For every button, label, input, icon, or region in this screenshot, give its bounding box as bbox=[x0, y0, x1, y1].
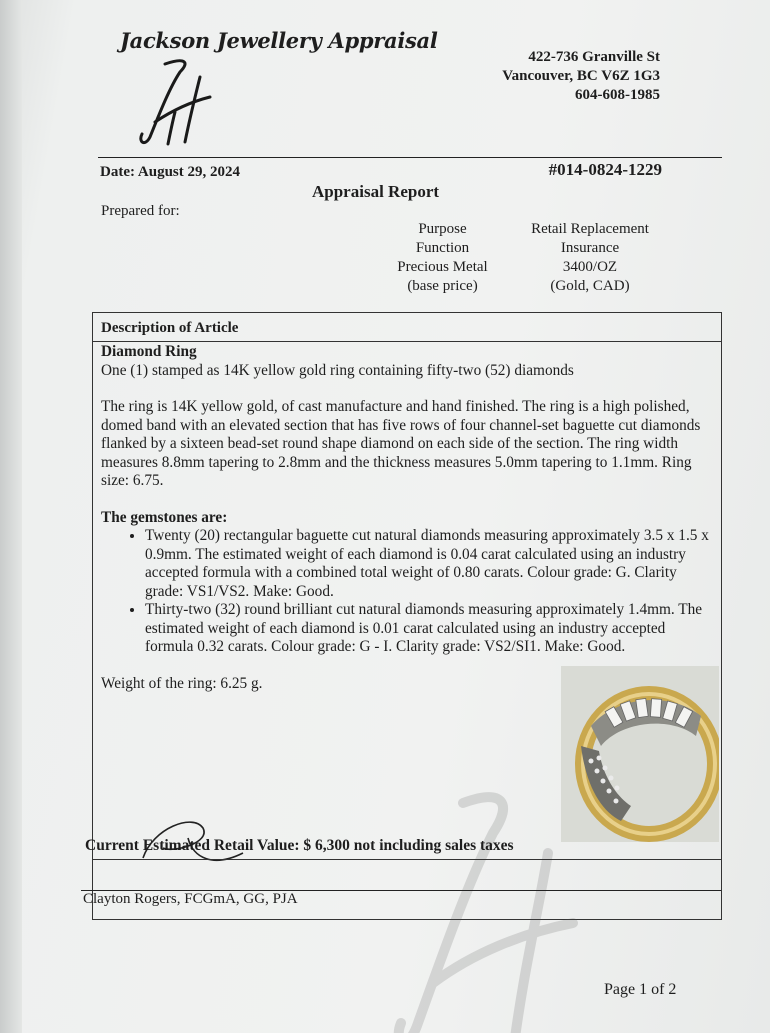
report-field-values bbox=[520, 220, 660, 296]
gemstone-item-round: • Thirty-two (32) round brilliant cut natural diamonds measuring approximately 1.4mm. The estimated weight of each diamond is 0.01 carat calculated using an industry accepted formula 0.32 carats. Colour grade: G - I. Clarity grade: VS2/SI1. Make: Good. bbox=[145, 601, 713, 657]
description-box bbox=[83, 312, 722, 920]
report-number: #014-0824-1229 bbox=[548, 160, 662, 179]
retail-value: Current Estimated Retail Value: $ 6,300 not including sales taxes bbox=[85, 837, 514, 854]
phone-number: 604-608-1985 bbox=[575, 87, 660, 103]
item-paragraph: The ring is 14K yellow gold, of cast manufacture and hand finished. The ring is a high polished, domed band with an elevated section that has five rows of four channel-set baguette cut diamonds flanked by a sixteen bead-set round shape diamond on each side of the section. The ring width measures 8.8mm tapering to 2.8mm and the thickness measures 5.0mm tapering to 1.1mm. Ring size: 6.75. bbox=[101, 398, 701, 489]
description-heading-divider bbox=[93, 341, 721, 342]
field-label-function: Function bbox=[415, 240, 470, 256]
report-field-labels bbox=[380, 220, 505, 296]
report-title: Appraisal Report bbox=[312, 182, 440, 201]
field-value-base-price: (Gold, CAD) bbox=[550, 278, 630, 294]
brand-name: Jackson Jewellery Appraisal bbox=[120, 28, 438, 53]
gemstones-heading: The gemstones are: bbox=[101, 508, 228, 526]
field-value-function: Insurance bbox=[560, 240, 620, 256]
value-divider bbox=[93, 859, 721, 860]
field-label-base-price: (base price) bbox=[407, 278, 478, 294]
report-date: Date: August 29, 2024 bbox=[100, 164, 241, 180]
field-label-purpose: Purpose bbox=[418, 221, 467, 237]
page-number: Page 1 of 2 bbox=[604, 981, 677, 998]
description-heading: Description of Article bbox=[101, 320, 239, 336]
watermark-monogram bbox=[373, 783, 593, 1033]
header-divider bbox=[98, 157, 722, 158]
item-title: Diamond Ring bbox=[101, 343, 197, 360]
brand-logo-monogram bbox=[130, 52, 220, 152]
field-label-metal: Precious Metal bbox=[397, 259, 488, 275]
ring-photo bbox=[561, 666, 719, 842]
item-summary: One (1) stamped as 14K yellow gold ring containing fifty-two (52) diamonds bbox=[101, 361, 574, 379]
field-value-purpose: Retail Replacement bbox=[531, 221, 649, 237]
address-line-2: Vancouver, BC V6Z 1G3 bbox=[502, 68, 660, 84]
description-content bbox=[101, 343, 713, 693]
prepared-for-label: Prepared for: bbox=[101, 203, 180, 219]
field-value-metal: 3400/OZ bbox=[562, 259, 618, 275]
gemstones-list bbox=[101, 527, 713, 657]
binder-shadow bbox=[0, 0, 22, 1033]
company-address bbox=[502, 48, 660, 105]
ring-weight: Weight of the ring: 6.25 g. bbox=[101, 674, 263, 692]
gemstone-item-baguette: • Twenty (20) rectangular baguette cut natural diamonds measuring approximately 3.5 x 1.5 x 0.9mm. The estimated weight of each diamond is 0.04 carat calculated using an industry accepted formula with a combined total weight of 0.80 carats. Colour grade: G. Clarity grade: VS1/VS2. Make: Good. bbox=[145, 527, 713, 601]
address-line-1: 422-736 Granville St bbox=[528, 49, 660, 65]
appraiser-name: Clayton Rogers, FCGmA, GG, PJA bbox=[83, 891, 298, 907]
